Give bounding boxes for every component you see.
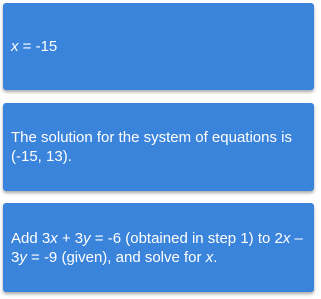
step-card-1-text: x = -15 xyxy=(11,38,58,55)
step-card-3-text: Add 3x + 3y = -6 (obtained in step 1) to 2x – 3y = -9 (given), and solve for x. xyxy=(11,229,303,266)
step-card-2-text: The solution for the system of equations is (-15, 13). xyxy=(11,129,292,165)
step-card-2[interactable] xyxy=(3,103,314,191)
step-card-1[interactable] xyxy=(3,3,314,90)
step-card-3[interactable] xyxy=(3,203,314,292)
